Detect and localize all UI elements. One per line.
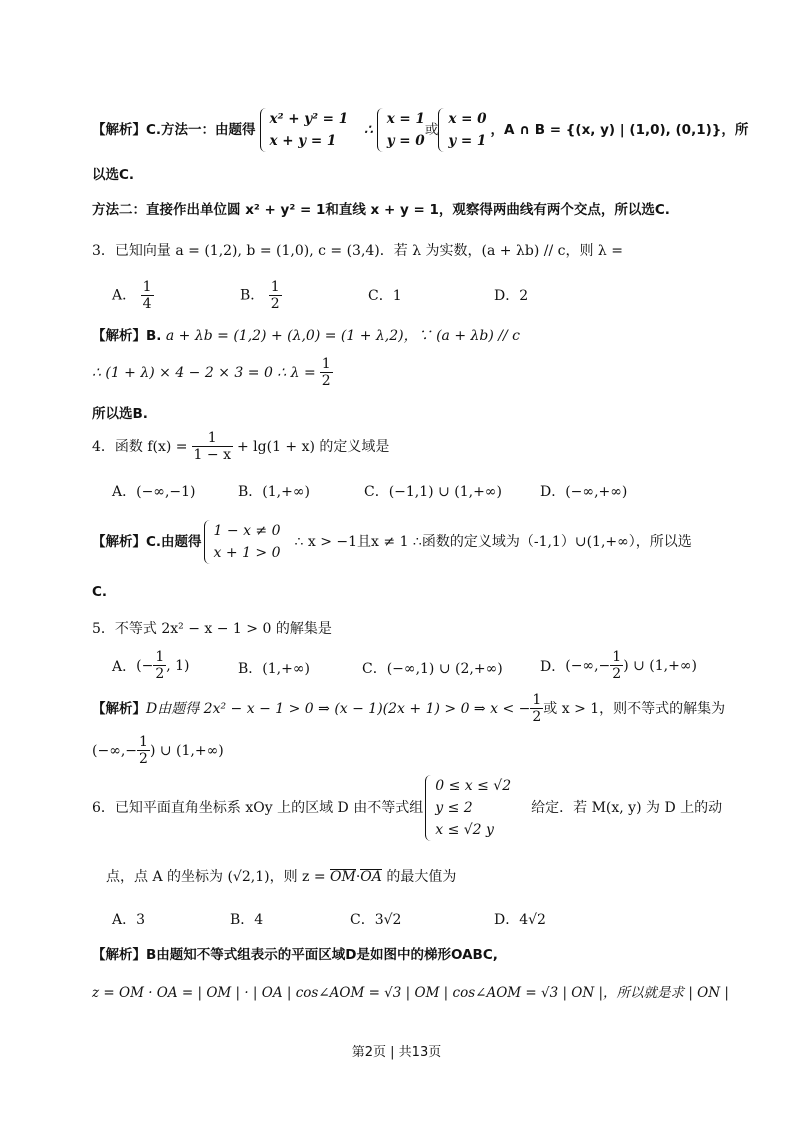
q6-stem-cont: 点，点 A 的坐标为 (√2,1)，则 z = OM·OA 的最大值为 [106, 869, 457, 885]
q4-options [112, 481, 712, 501]
q3-solution-line2: ∴ (1 + λ) × 4 − 2 × 3 = 0 ∴ λ = $\frac{1}{2}$ [92, 356, 331, 389]
q2-solution-line: 【解析】 C.方法一：由题得 x² + y² = 1 x + y = 1 ∴ x = 1 y = 0 或 x = 0 y = 1 ，A ∩ B = {(x, y) | (1,0), (0,1)}，所 [92, 108, 748, 152]
q3-stem: 3．已知向量 a = (1,2), b = (1,0), c = (3,4)．若 λ 为实数，(a + λb) // c，则 λ = [92, 243, 623, 259]
q5-solution-line: 【解析】 D由题得 2x² − x − 1 > 0 ⇒ (x − 1)(2x + 1) > 0 ⇒ x < − $\frac{1}{2}$ 或 x > 1，则不等式的解集为 [92, 692, 726, 725]
q4-solution-line: 【解析】C.由题得 1 − x ≠ 0 x + 1 > 0 ∴ x > −1且x ≠ 1 ∴函数的定义域为（-1,1）∪(1,+∞），所以选 [92, 520, 692, 564]
equation-system: x = 0 y = 1 [438, 108, 486, 152]
q2-method2: 方法二：直接作出单位圆 x² + y² = 1和直线 x + y = 1，观察得两曲线有两个交点，所以选C. [92, 202, 670, 218]
q2-solution-cont: 以选C. [92, 167, 135, 183]
option-a: A． $\frac{1}{4}$ [112, 279, 152, 312]
option-d: D．4√2 [494, 912, 546, 928]
equation-system: 1 − x ≠ 0 x + 1 > 0 [204, 520, 281, 564]
q4-solution-cont: C. [92, 584, 108, 600]
q6-solution-line1: 【解析】B由题知不等式组表示的平面区域D是如图中的梯形OABC, [92, 947, 498, 963]
option-b: B．(1,+∞) [238, 484, 310, 500]
solution-text: C.方法一：由题得 [146, 122, 256, 138]
page-footer: 第2页 | 共13页 [351, 1045, 442, 1060]
option-d: D．2 [494, 288, 529, 304]
option-b: B． $\frac{1}{2}$ [240, 279, 280, 312]
equation-system: x² + y² = 1 x + y = 1 [260, 108, 349, 152]
solution-tag: 【解析】 [92, 122, 146, 138]
intersection-text: ，A ∩ B = {(x, y) | (1,0), (0,1)}，所 [490, 122, 749, 138]
q4-stem: 4．函数 f(x) = $\frac{1}{1 - x}$ + lg(1 + x) 的定义域是 [92, 430, 390, 463]
q6-options [112, 909, 712, 929]
option-c: C．3√2 [350, 912, 402, 928]
option-c: C．1 [368, 288, 402, 304]
q3-conclusion: 所以选B. [92, 406, 148, 422]
inequality-system: 0 ≤ x ≤ √2 y ≤ 2 x ≤ √2 y [425, 775, 511, 841]
option-d: D．(−∞,+∞) [540, 484, 628, 500]
q6-solution-line2: z = OM · OA = | OM | · | OA | cos∠AOM = √3 | OM | cos∠AOM = √3 | ON |，所以就是求 | ON | [92, 985, 729, 1001]
option-c: C．(−∞,1) ∪ (2,+∞) [362, 661, 503, 677]
equation-system: x = 1 y = 0 [377, 108, 425, 152]
q5-stem: 5．不等式 2x² − x − 1 > 0 的解集是 [92, 621, 332, 637]
option-a: A．(−∞,−1) [112, 484, 196, 500]
option-b: B．4 [230, 912, 264, 928]
q3-options [112, 275, 712, 319]
q3-solution-line1: 【解析】B. a + λb = (1,2) + (λ,0) = (1 + λ,2)，∵ (a + λb) // c [92, 328, 520, 344]
q5-solution-line2: (−∞,− $\frac{1}{2}$ ) ∪ (1,+∞) [92, 734, 224, 767]
option-b: B．(1,+∞) [238, 661, 310, 677]
option-a: A．3 [112, 912, 146, 928]
q6-stem: 6．已知平面直角坐标系 xOy 上的区域 D 由不等式组 0 ≤ x ≤ √2 y ≤ 2 x ≤ √2 y 给定．若 M(x, y) 为 D 上的动 [92, 775, 722, 841]
option-c: C．(−1,1) ∪ (1,+∞) [364, 484, 502, 500]
q5-options [112, 649, 712, 689]
option-a: A． (− $\frac{1}{2}$ , 1) [112, 649, 190, 682]
option-d: D． (−∞,− $\frac{1}{2}$ ) ∪ (1,+∞) [540, 649, 697, 682]
